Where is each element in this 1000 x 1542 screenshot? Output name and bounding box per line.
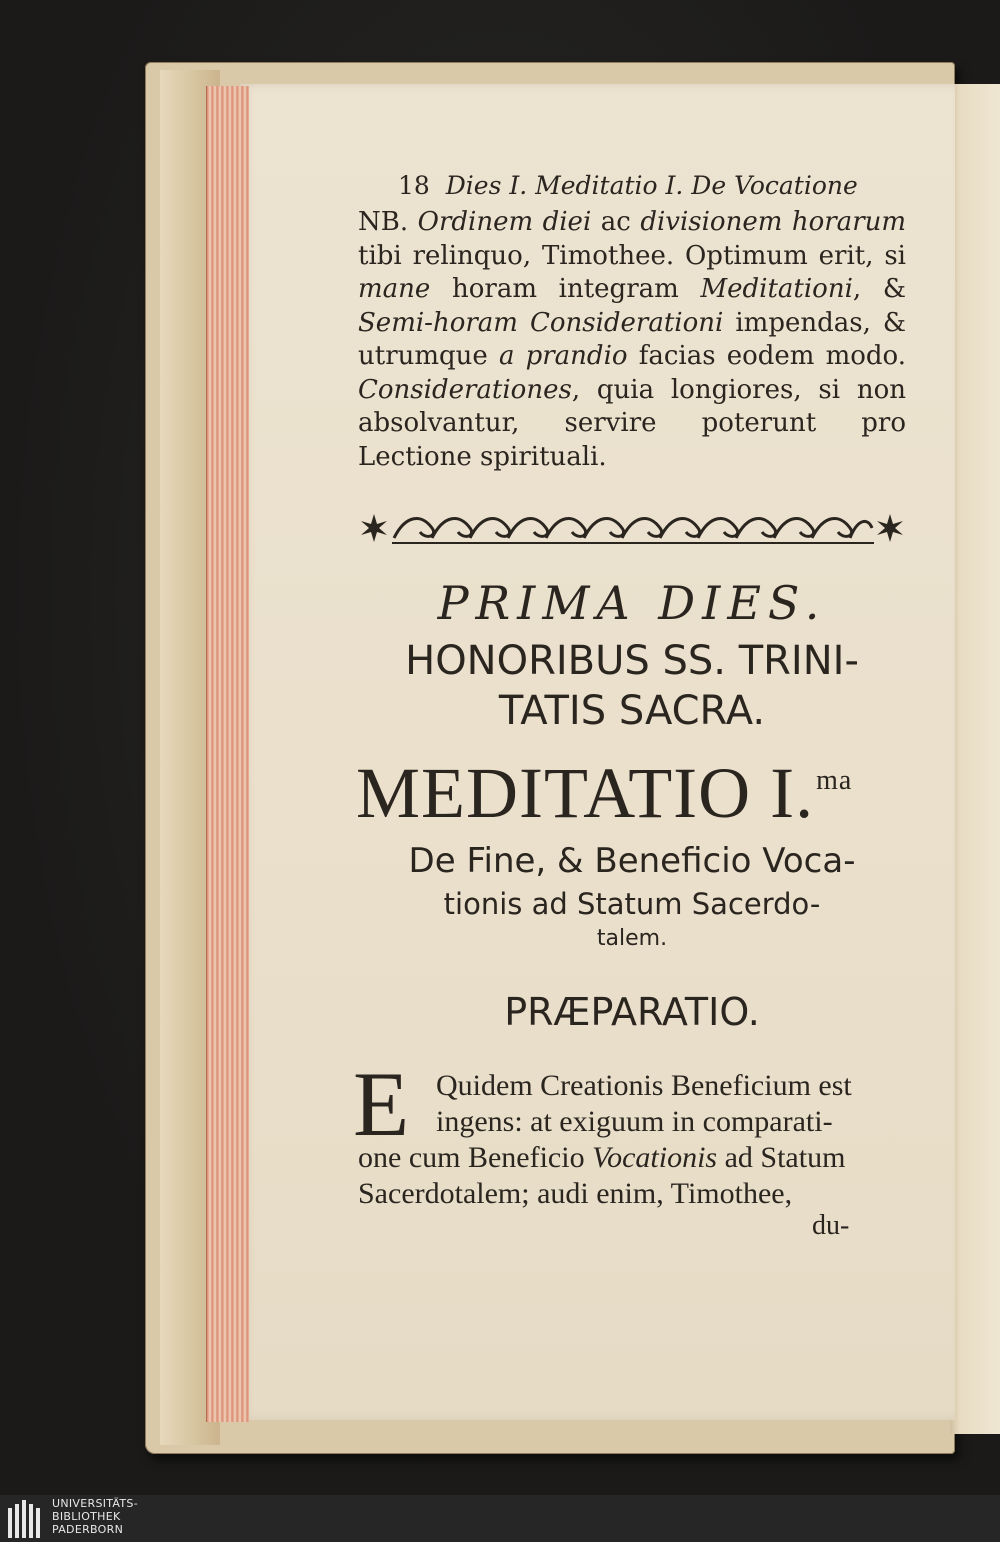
catchword: du- — [812, 1210, 850, 1241]
intro-italic-7: Meditationi — [700, 274, 853, 304]
running-header — [398, 171, 878, 200]
nb-mark: NB. — [358, 207, 409, 237]
sprinkled-page-edges — [206, 86, 249, 1422]
library-logo-line-1: UNIVERSITÄTS- — [52, 1497, 138, 1510]
intro-italic-9: Semi-horam Considerationi — [358, 307, 724, 338]
heading-de-fine-line-1: De Fine, & Beneficio Voca- — [408, 841, 856, 881]
body-paragraph — [358, 1068, 894, 1212]
library-logo-line-3: PADERBORN — [52, 1523, 124, 1536]
library-logo-icon — [8, 1500, 44, 1538]
intro-italic-1: Ordinem diei — [417, 207, 592, 237]
intro-text-6: horam integram — [430, 274, 701, 304]
body-line-2: ingens: at exiguum in comparati- — [436, 1105, 833, 1138]
heading-honoribus-line-1: HONORIBUS SS. TRINI- — [405, 638, 859, 684]
intro-italic-3: divisionem horarum — [640, 207, 907, 237]
intro-italic-5: mane — [358, 274, 431, 304]
page-number: 18 — [398, 171, 430, 200]
heading-prima-dies: PRIMA DIES. — [437, 576, 827, 630]
intro-text-14: , quia longiores, si non absolvantur, servire poterunt pro Lectione spirituali. — [358, 374, 906, 472]
ornament-wave-icon — [392, 519, 874, 543]
intro-text-4: tibi relinquo, Timothee. Optimum erit, si — [358, 240, 906, 271]
intro-text-10: impendas, & utrumque — [358, 307, 907, 371]
body-line-3-italic: Vocationis — [592, 1141, 718, 1174]
intro-italic-11: a prandio — [498, 341, 628, 371]
heading-meditatio — [356, 752, 904, 835]
ornament-star-left-icon — [361, 514, 387, 542]
heading-praeparatio: PRÆPARATIO. — [504, 990, 760, 1034]
body-line-3c: ad Statum — [717, 1141, 846, 1174]
heading-meditatio-text: MEDITATIO I. — [356, 753, 815, 833]
ornament-star-right-icon — [877, 514, 903, 542]
intro-text-2: ac — [591, 207, 641, 237]
heading-honoribus-line-2: TATIS SACRA. — [498, 688, 766, 734]
body-line-4: Sacerdotalem; audi enim, Timothee, — [358, 1177, 793, 1210]
printer-ornament-band — [358, 510, 906, 546]
intro-text-12: facias eodem modo. — [627, 341, 906, 371]
facing-page-edge — [950, 84, 1000, 1434]
heading-honoribus — [358, 636, 906, 736]
drop-cap: E — [353, 1053, 410, 1155]
library-logo-text — [52, 1497, 138, 1536]
heading-de-fine-line-3: talem. — [596, 926, 668, 951]
heading-de-fine-line-2: tionis ad Statum Sacerdo- — [443, 887, 821, 921]
body-line-3 — [358, 1140, 894, 1176]
body-line-1: Quidem Creationis Beneficium est — [436, 1069, 852, 1102]
heading-de-fine — [358, 838, 906, 954]
intro-paragraph — [358, 206, 906, 474]
footer-bar — [0, 1495, 1000, 1542]
running-title: Dies I. Meditatio I. De Vocatione — [445, 171, 858, 200]
library-logo-line-2: BIBLIOTHEK — [52, 1510, 121, 1523]
intro-text-8: , & — [852, 274, 906, 304]
intro-italic-13: Considerationes — [358, 374, 572, 405]
heading-meditatio-ordinal: ma — [816, 765, 853, 796]
body-line-3a: one cum Beneficio — [358, 1141, 593, 1174]
